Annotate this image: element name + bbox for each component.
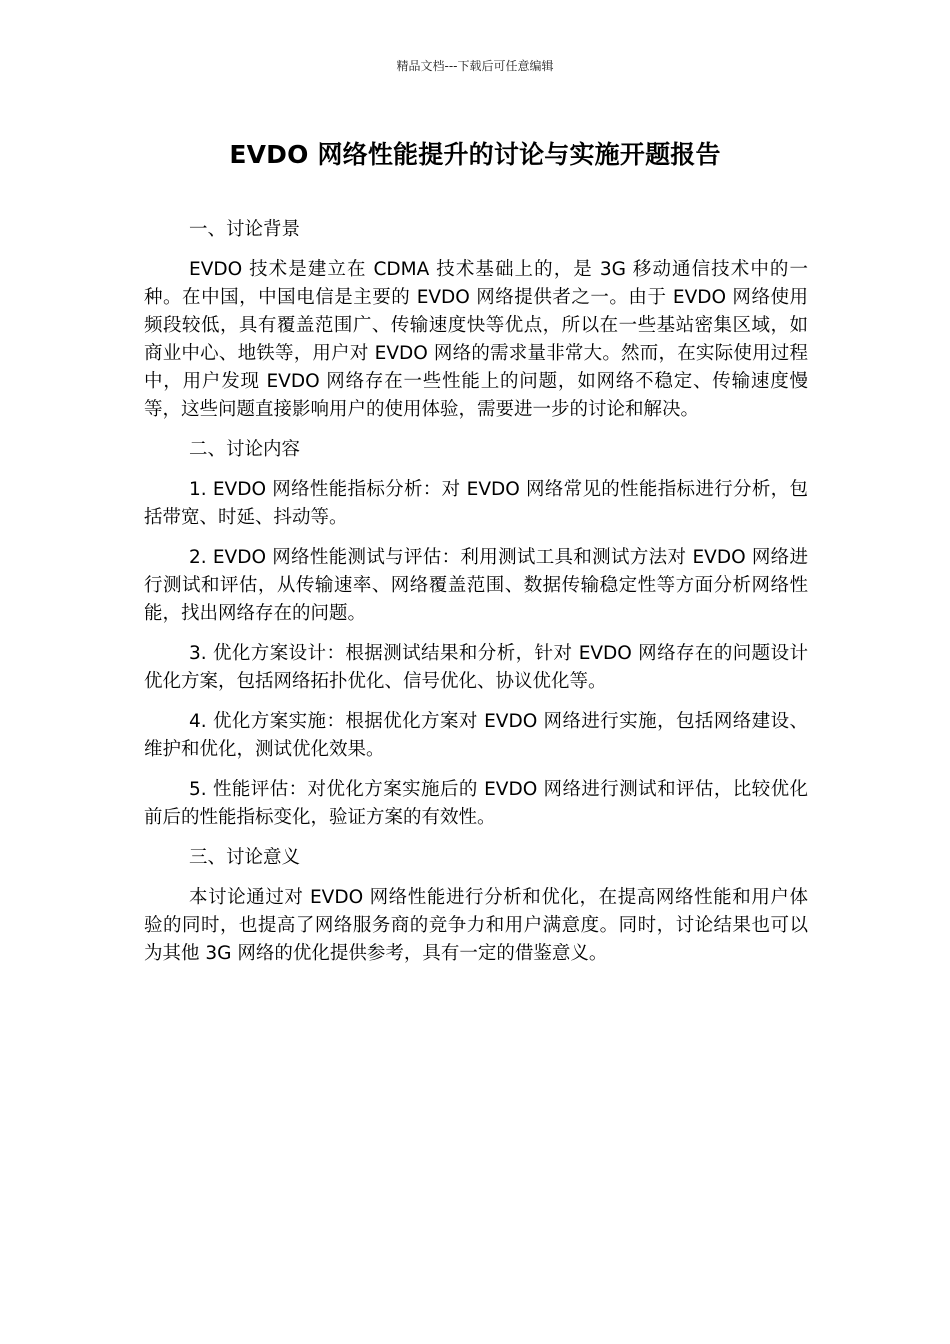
content-item-4: 4. 优化方案实施：根据优化方案对 EVDO 网络进行实施，包括网络建设、维护和优化，测试优化效果。 xyxy=(144,711,808,760)
paragraph-significance: 本讨论通过对 EVDO 网络性能进行分析和优化，在提高网络性能和用户体验的同时，也提高了网络服务商的竞争力和用户满意度。同时，讨论结果也可以为其他 3G 网络的优化提供参考，具有一定的借鉴意义。 xyxy=(144,887,808,964)
document-body xyxy=(144,216,808,980)
content-item-1: 1. EVDO 网络性能指标分析：对 EVDO 网络常见的性能指标进行分析，包括带宽、时延、抖动等。 xyxy=(144,479,808,528)
content-item-2: 2. EVDO 网络性能测试与评估：利用测试工具和测试方法对 EVDO 网络进行测试和评估，从传输速率、网络覆盖范围、数据传输稳定性等方面分析网络性能，找出网络存在的问题。 xyxy=(144,547,808,624)
section-heading-content: 二、讨论内容 xyxy=(189,439,301,460)
document-title: EVDO 网络性能提升的讨论与实施开题报告 xyxy=(229,140,721,169)
section-heading-background: 一、讨论背景 xyxy=(189,219,301,240)
content-item-5: 5. 性能评估：对优化方案实施后的 EVDO 网络进行测试和评估，比较优化前后的性能指标变化，验证方案的有效性。 xyxy=(144,779,808,828)
paragraph-background: EVDO 技术是建立在 CDMA 技术基础上的，是 3G 移动通信技术中的一种。在中国，中国电信是主要的 EVDO 网络提供者之一。由于 EVDO 网络使用频段较低，具有覆盖范围广、传输速度快等优点，所以在一些基站密集区域，如商业中心、地铁等，用户对 EVDO 网络的需求量非常大。然而，在实际使用过程中，用户发现 EVDO 网络存在一些性能上的问题，如网络不稳定、传输速度慢等，这些问题直接影响用户的使用体验，需要进一步的讨论和解决。 xyxy=(144,259,808,420)
header-note: 精品文档---下载后可任意编辑 xyxy=(396,59,554,73)
content-item-3: 3. 优化方案设计：根据测试结果和分析，针对 EVDO 网络存在的问题设计优化方案，包括网络拓扑优化、信号优化、协议优化等。 xyxy=(144,643,808,692)
section-heading-significance: 三、讨论意义 xyxy=(189,847,301,868)
